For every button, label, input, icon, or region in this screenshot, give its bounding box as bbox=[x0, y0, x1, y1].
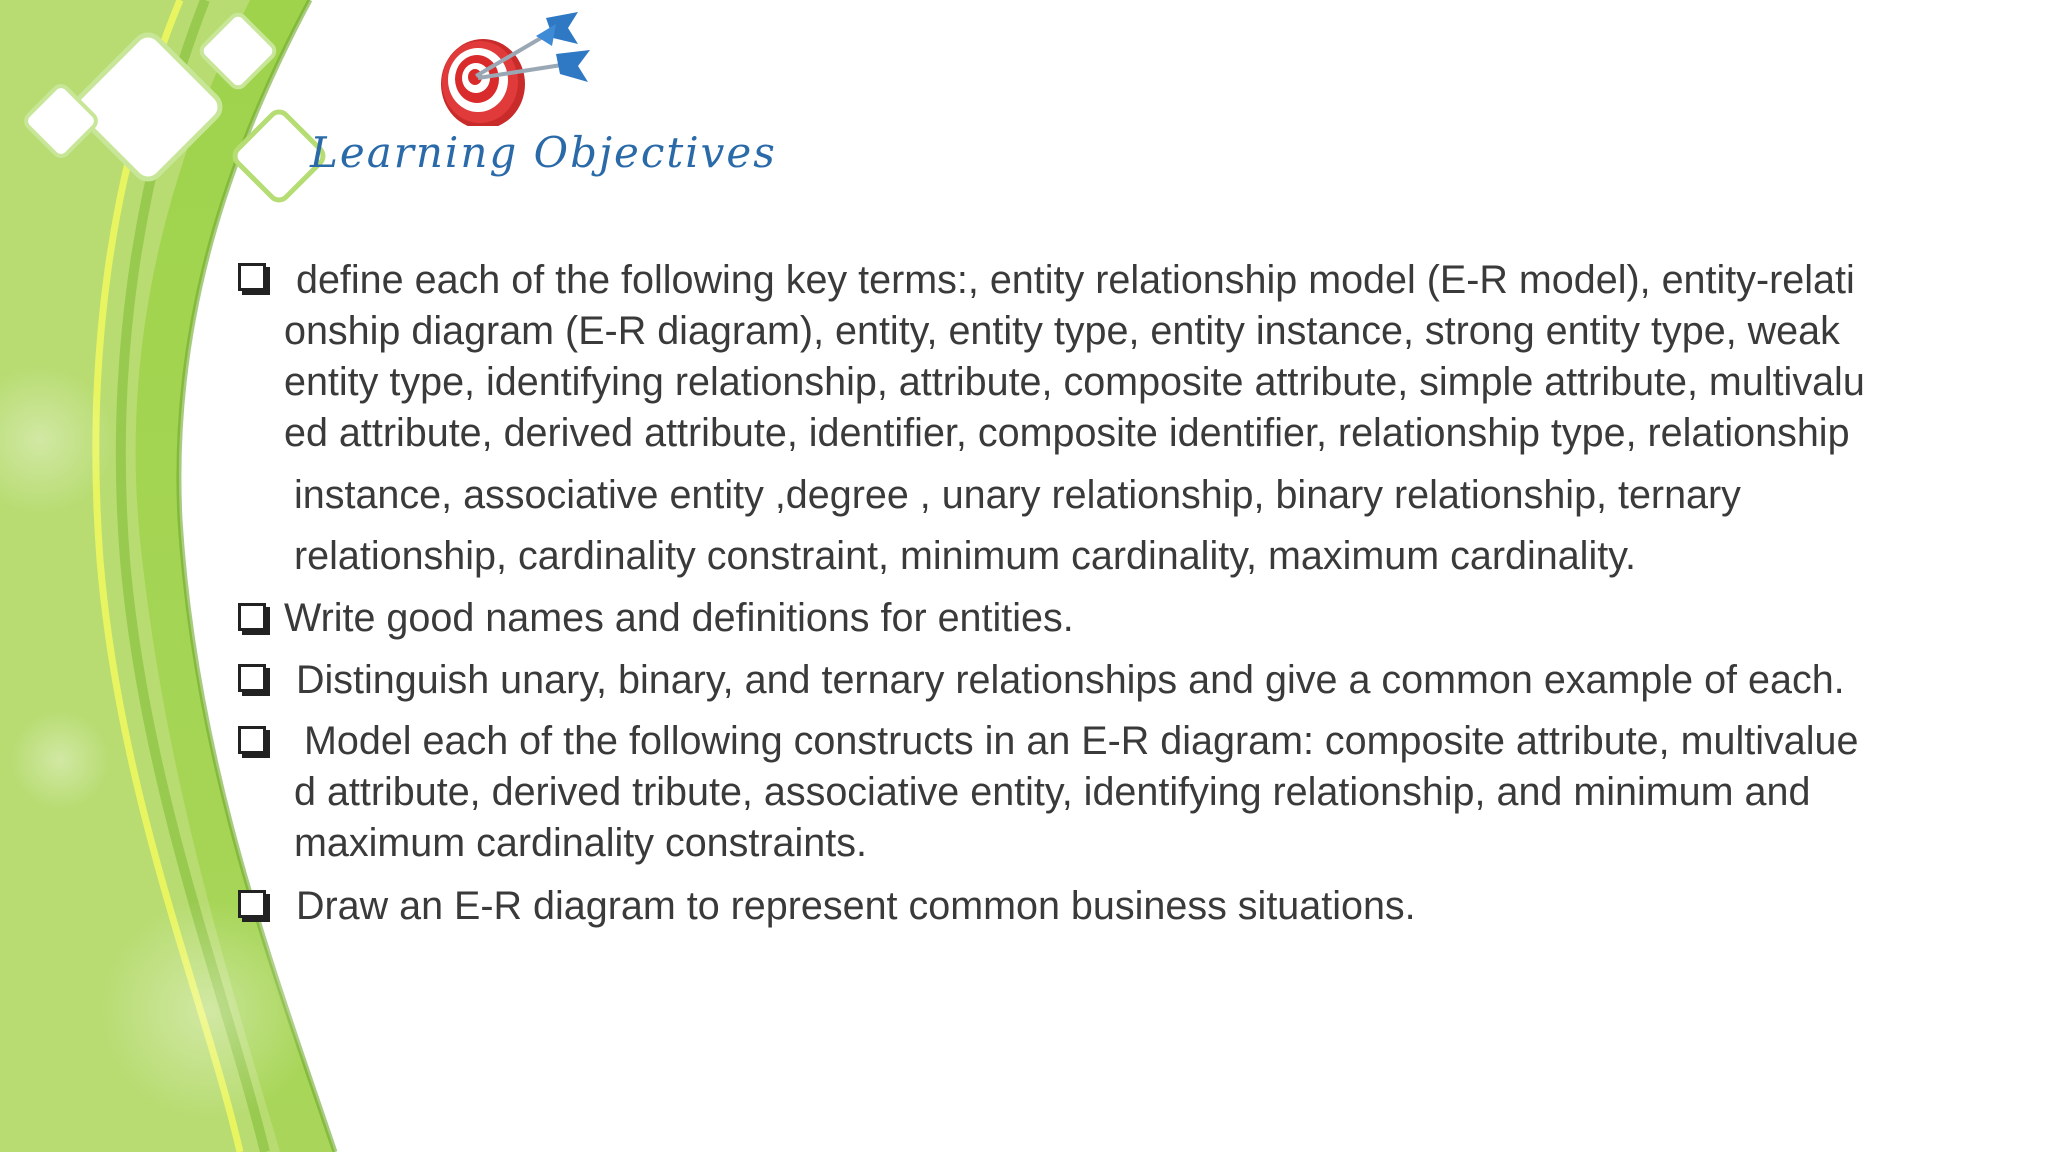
objective-line: maximum cardinality constraints. bbox=[294, 821, 867, 865]
slide-title: Learning Objectives bbox=[310, 128, 777, 177]
objective-line: Distinguish unary, binary, and ternary relationships and give a common example of each. bbox=[296, 658, 1845, 702]
checkbox-bullet-icon bbox=[238, 263, 266, 291]
checkbox-bullet-icon bbox=[238, 890, 266, 918]
objective-line: instance, associative entity ,degree , unary relationship, binary relationship, ternary bbox=[294, 473, 1741, 517]
objective-line: Model each of the following constructs in an E-R diagram: composite attribute, multivalue bbox=[304, 719, 1859, 763]
objective-line: entity type, identifying relationship, attribute, composite attribute, simple attribute, multivalu bbox=[284, 360, 1865, 404]
checkbox-bullet-icon bbox=[238, 664, 266, 692]
objective-line: define each of the following key terms:, entity relationship model (E-R model), entity-relati bbox=[296, 258, 1855, 302]
objective-line: Draw an E-R diagram to represent common business situations. bbox=[296, 884, 1416, 928]
objective-line: ed attribute, derived attribute, identifier, composite identifier, relationship type, relationship bbox=[284, 411, 1850, 455]
checkbox-bullet-icon bbox=[238, 603, 266, 631]
checkbox-bullet-icon bbox=[238, 726, 266, 754]
objective-line: relationship, cardinality constraint, minimum cardinality, maximum cardinality. bbox=[294, 534, 1636, 578]
objective-line: onship diagram (E-R diagram), entity, entity type, entity instance, strong entity type, weak bbox=[284, 309, 1840, 353]
objective-line: d attribute, derived tribute, associative entity, identifying relationship, and minimum and bbox=[294, 770, 1811, 814]
objective-line: Write good names and definitions for entities. bbox=[284, 596, 1074, 640]
target-with-darts-icon bbox=[428, 6, 598, 126]
